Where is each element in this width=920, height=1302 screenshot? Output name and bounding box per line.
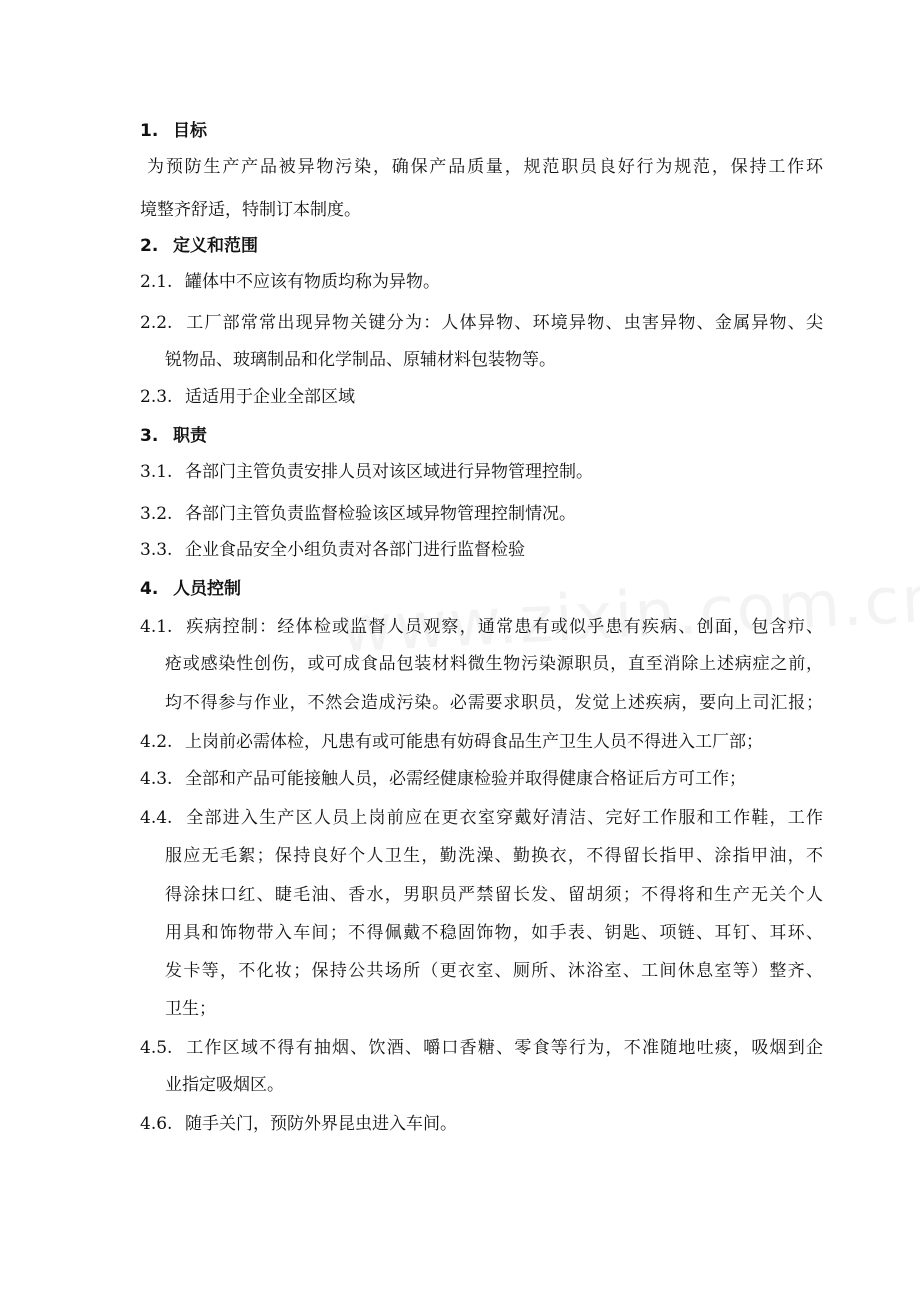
list-item: 4.5. 工作区域不得有抽烟、饮酒、嚼口香糖、零食等行为，不准随地吐痰，吸烟到企 (140, 1038, 823, 1058)
list-item: 3.2. 各部门主管负责监督检验该区域异物管理控制情况。 (140, 504, 576, 524)
list-item: 2.2. 工厂部常常出现异物关键分为：人体异物、环境异物、虫害异物、金属异物、尖 (140, 313, 823, 333)
list-item: 4.3. 全部和产品可能接触人员，必需经健康检验并取得健康合格证后方可工作； (140, 769, 746, 789)
list-item: 4.6. 随手关门，预防外界昆虫进入车间。 (140, 1114, 457, 1134)
list-item: 2.3. 适适用于企业全部区域 (140, 387, 355, 407)
list-item-continuation: 业指定吸烟区。 (165, 1075, 284, 1095)
paragraph-line: 境整齐舒适，特制订本制度。 (140, 200, 361, 220)
list-item: 4.1. 疾病控制：经体检或监督人员观察，通常患有或似乎患有疾病、创面，包含疖、 (140, 617, 823, 637)
section-heading-1: 1. 目标 (140, 121, 207, 141)
list-item-continuation: 服应无毛絮；保持良好个人卫生，勤洗澡、勤换衣，不得留长指甲、涂指甲油，不 (165, 846, 823, 866)
list-item: 3.3. 企业食品安全小组负责对各部门进行监督检验 (140, 540, 525, 560)
list-item-continuation: 卫生； (165, 999, 216, 1019)
list-item-continuation: 锐物品、玻璃制品和化学制品、原辅材料包装物等。 (165, 350, 556, 370)
list-item: 4.4. 全部进入生产区人员上岗前应在更衣室穿戴好清洁、完好工作服和工作鞋，工作 (140, 808, 823, 828)
paragraph-line: 为预防生产产品被异物污染，确保产品质量，规范职员良好行为规范，保持工作环 (147, 157, 823, 177)
list-item-continuation: 得涂抹口红、睫毛油、香水，男职员严禁留长发、留胡须；不得将和生产无关个人 (165, 885, 823, 905)
list-item-continuation: 疮或感染性创伤，或可成食品包装材料微生物污染源职员，直至消除上述病症之前， (165, 654, 823, 674)
list-item: 3.1. 各部门主管负责安排人员对该区域进行异物管理控制。 (140, 462, 593, 482)
section-heading-2: 2. 定义和范围 (140, 236, 258, 256)
list-item-continuation: 用具和饰物带入车间；不得佩戴不稳固饰物，如手表、钥匙、项链、耳钉、耳环、 (165, 923, 823, 943)
list-item: 4.2. 上岗前必需体检，凡患有或可能患有妨碍食品生产卫生人员不得进入工厂部； (140, 732, 763, 752)
section-heading-3: 3. 职责 (140, 426, 207, 446)
list-item-continuation: 均不得参与作业，不然会造成污染。必需要求职员，发觉上述疾病，要向上司汇报； (165, 693, 823, 713)
list-item: 2.1. 罐体中不应该有物质均称为异物。 (140, 272, 440, 292)
section-heading-4: 4. 人员控制 (140, 579, 241, 599)
list-item-continuation: 发卡等，不化妆；保持公共场所（更衣室、厕所、沐浴室、工间休息室等）整齐、 (165, 961, 823, 981)
